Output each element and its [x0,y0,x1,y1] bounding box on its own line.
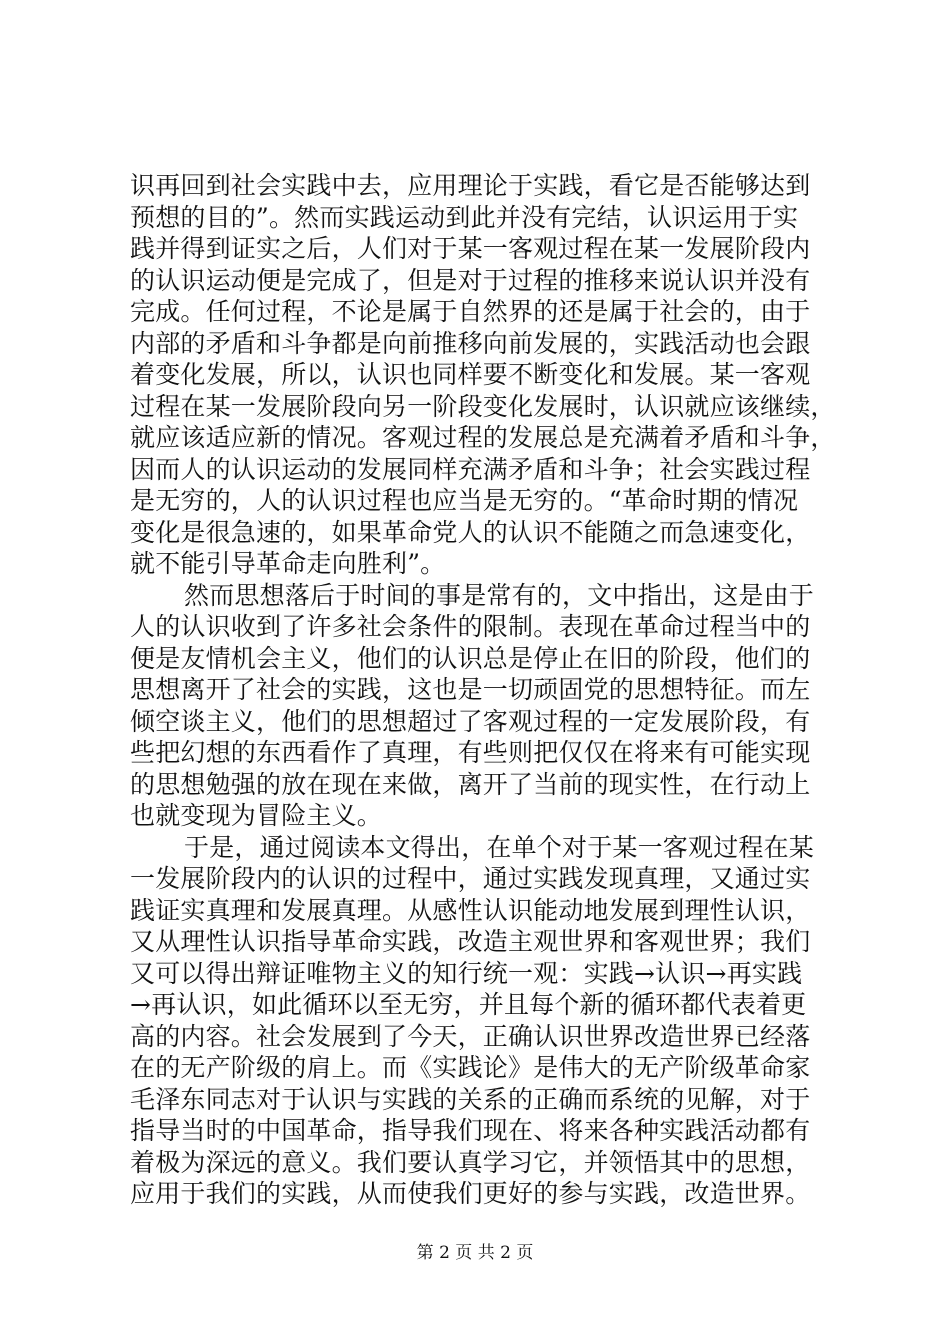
text-line: 着变化发展，所以，认识也同样要不断变化和发展。某一客观 [130,360,811,389]
paragraph [130,580,830,832]
text-line: 应用于我们的实践，从而使我们更好的参与实践，改造世界。 [130,1179,811,1208]
text-line: 完成。任何过程，不论是属于自然界的还是属于社会的，由于 [130,297,811,326]
text-line: 因而人的认识运动的发展同样充满矛盾和斗争；社会实践过程 [130,454,811,484]
paragraph [130,832,830,1210]
text-line: 的思想勉强的放在现在来做，离开了当前的现实性，在行动上 [130,769,811,799]
text-line: 践证实真理和发展真理。从感性认识能动地发展到理性认识， [130,895,811,925]
text-line: 些把幻想的东西看作了真理，有些则把仅仅在将来有可能实现 [130,738,811,767]
text-line: 着极为深远的意义。我们要认真学习它，并领悟其中的思想， [130,1147,811,1177]
text-line: 又可以得出辩证唯物主义的知行统一观：实践→认识→再实践 [130,958,803,988]
text-line: 思想离开了社会的实践，这也是一切顽固党的思想特征。而左 [130,675,811,704]
text-line: 人的认识收到了许多社会条件的限制。表现在革命过程当中的 [130,612,811,641]
text-line: 一发展阶段内的认识的过程中，通过实践发现真理，又通过实 [130,864,811,893]
text-line: 高的内容。社会发展到了今天，正确认识世界改造世界已经落 [130,1021,811,1051]
paragraph [130,170,836,580]
text-line: 就不能引导革命走向胜利”。 [130,549,446,578]
text-line: 就应该适应新的情况。客观过程的发展总是充满着矛盾和斗争， [130,423,836,452]
text-line: 预想的目的”。然而实践运动到此并没有完结，认识运用于实 [130,202,799,232]
text-line: 在的无产阶级的肩上。而《实践论》是伟大的无产阶级革命家 [130,1053,811,1082]
text-line: 于是，通过阅读本文得出，在单个对于某一客观过程在某 [184,832,815,862]
text-line: 变化是很急速的，如果革命党人的认识不能随之而急速变化， [130,517,811,547]
text-line: 是无穷的，人的认识过程也应当是无穷的。“革命时期的情况 [130,486,799,515]
text-line: →再认识，如此循环以至无穷，并且每个新的循环都代表着更 [130,990,807,1019]
text-line: 也就变现为冒险主义。 [130,801,383,830]
text-line: 倾空谈主义，他们的思想超过了客观过程的一定发展阶段，有 [130,706,811,736]
text-line: 识再回到社会实践中去，应用理论于实践，看它是否能够达到 [130,171,811,200]
document-body [130,170,836,1210]
text-line: 过程在某一发展阶段向另一阶段变化发展时，认识就应该继续， [130,391,836,421]
page-footer: 第 2 页 共 2 页 [416,1243,534,1263]
text-line: 然而思想落后于时间的事是常有的，文中指出，这是由于 [184,580,815,610]
text-line: 毛泽东同志对于认识与实践的关系的正确而系统的见解，对于 [130,1084,811,1114]
text-line: 指导当时的中国革命，指导我们现在、将来各种实践活动都有 [130,1116,811,1145]
text-line: 内部的矛盾和斗争都是向前推移向前发展的，实践活动也会跟 [130,328,811,358]
text-line: 便是友情机会主义，他们的认识总是停止在旧的阶段，他们的 [130,643,811,673]
text-line: 践并得到证实之后，人们对于某一客观过程在某一发展阶段内 [130,234,811,263]
text-line: 的认识运动便是完成了，但是对于过程的推移来说认识并没有 [130,265,811,295]
text-line: 又从理性认识指导革命实践，改造主观世界和客观世界；我们 [130,927,811,956]
